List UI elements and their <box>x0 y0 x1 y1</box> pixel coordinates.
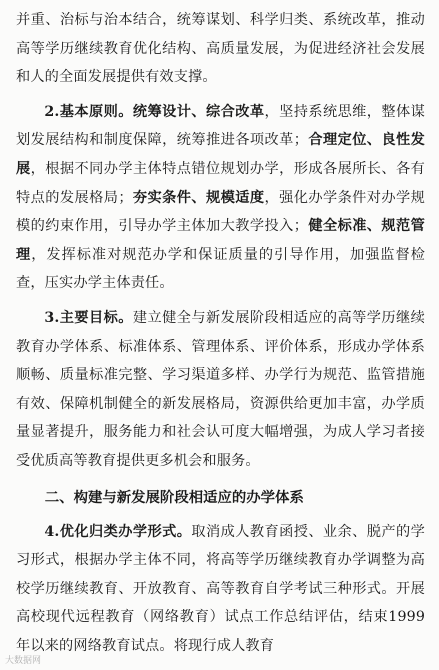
paragraph-main-goals <box>16 304 425 476</box>
principle-2-text: ，根据不同办学主体特点错位规划办学，形成各展所长、各有特点的发展格局； <box>16 160 425 206</box>
watermark-logo: 大数据网 <box>5 656 42 666</box>
goals-lead: 3.主要目标。 <box>44 309 133 326</box>
principle-1-text: ，坚持系统思维，整体谋划发展结构和制度保障，统筹推进各项改革； <box>16 103 425 149</box>
principle-3-text: ，强化办学条件对办学规模的约束作用，引导办学主体加大教学投入； <box>16 189 425 235</box>
principle-4-title: 健全标准、规范管理 <box>16 218 425 263</box>
section-heading: 二、构建与新发展阶段相适应的办学体系 <box>44 489 304 506</box>
principle-3-title: 夯实条件、规模适度 <box>132 189 265 206</box>
principle-1-title: 统筹设计、综合改革 <box>132 103 265 120</box>
optimize-body: 取消成人教育函授、业余、脱产的学习形式，根据办学主体不同，将高等学历继续教育办学调整为高校学历继续教育、开放教育、高等教育自学考试三种形式。开展高校现代远程教育（网络教育）试点工作总结评估，结束1999年以来的网络教育试点。将现行成人教育 <box>16 523 425 654</box>
principles-lead: 2.基本原则。 <box>44 103 133 120</box>
paragraph-intro: 并重、治标与治本结合，统筹谋划、科学归类、系统改革，推动高等学历继续教育优化结构、高质量发展，为促进经济社会发展和人的全面发展提供有效支撑。 <box>16 12 425 86</box>
principle-2-title: 合理定位、良性发展 <box>16 132 425 177</box>
optimize-lead: 4.优化归类办学形式。 <box>44 523 192 540</box>
paragraph-basic-principles <box>16 98 425 298</box>
paragraph-optimize-forms <box>16 518 425 661</box>
goals-body: 建立健全与新发展阶段相适应的高等学历继续教育办学体系、标准体系、管理体系、评价体系，形成办学体系顺畅、质量标准完整、学习渠道多样、办学行为规范、监管措施有效、保障机制健全的新发展格局，资源供给更加丰富，办学质量显著提升，服务能力和社会认可度大幅增强，为成人学习者接受优质高等教育提供更多机会和服务。 <box>16 309 425 469</box>
principle-4-text: ，发挥标准对规范办学和保证质量的引导作用，加强监督检查，压实办学主体责任。 <box>16 246 425 292</box>
